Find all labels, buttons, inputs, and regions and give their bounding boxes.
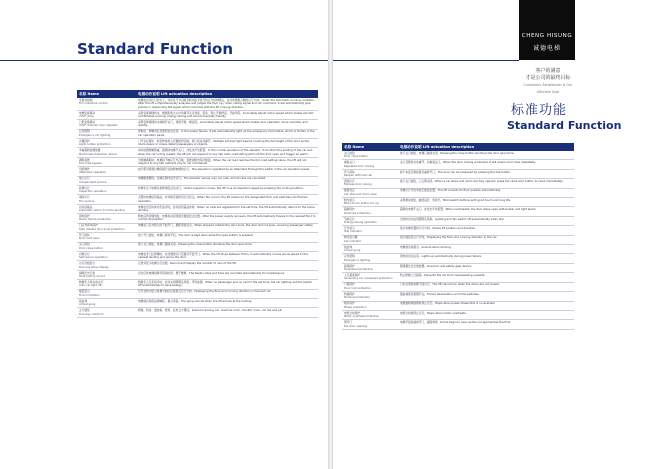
function-name <box>77 167 136 176</box>
function-description: 显示电梯位置和运行方向。Shows lift position and direction. <box>398 226 574 235</box>
function-name <box>77 129 136 138</box>
table-row <box>342 254 574 263</box>
brand-logo <box>519 0 575 60</box>
function-name <box>342 216 398 225</box>
table-row <box>77 280 318 289</box>
table-row <box>77 242 318 251</box>
table-row <box>77 298 318 307</box>
function-description: 实时检测轿厢载重，超载时电梯不关门，并发出声光报警。In the normal operation of the elevator, it monitors the loading of the car and when the car is fully loaded, the lift will not respond to any hall calls; overloading will hold the door open and trigger an alarm. <box>136 148 318 157</box>
table-header-row <box>342 143 574 151</box>
function-description: 防止轿厢上行超速。Prevents the car from overspeeding upwards. <box>398 273 574 282</box>
function-name <box>77 242 136 251</box>
function-name <box>342 188 398 197</box>
function-name <box>77 261 136 270</box>
function-name-en: Floor indication <box>79 292 100 297</box>
function-description: 停电时，轿厢内应急照明自动点亮。In the power failure, it will automatically light up the emergency illumination which is hidden in the car operation panel. <box>136 129 318 138</box>
function-name-zh: 应急照明 <box>79 129 90 134</box>
function-name-en: Door close button <box>79 245 103 250</box>
function-name-zh: 故障历史记录 <box>79 270 96 275</box>
function-name <box>77 270 136 279</box>
page-title-en: Standard Function <box>507 119 622 132</box>
table-row <box>77 120 318 129</box>
function-description: 电梯运行中自动校正楼层位置。The lift corrects its floor position automatically. <box>398 188 574 197</box>
function-name-zh: 光幕保护 <box>79 138 90 143</box>
function-description: 断电后再次通电时，电梯自动返回最近楼层校正位置。After the power supply recovers, the lift automatically travels to the nearest floor to correct its position. <box>136 214 318 223</box>
function-name <box>342 198 398 207</box>
function-name-zh: 自动返基站 <box>79 204 93 209</box>
function-name-en: Automatic return to home landing <box>79 208 125 213</box>
function-description: 按下本层召唤按钮可重新开门。The door can be reopened by pressing the hall button. <box>398 169 574 178</box>
table-row <box>342 320 574 329</box>
table-row <box>342 301 574 310</box>
function-description: 按下关门按钮，电梯门提前关闭。Pressing the close button shortens the door open time. <box>136 242 318 251</box>
function-description: 显示楼层及运行方向。Displaying the floor and running direction in the car. <box>398 235 574 244</box>
function-name-zh: 预开门 <box>344 320 353 325</box>
function-name-zh: 消防运行 <box>79 195 90 200</box>
slogan-line-2: 才是公司的最终目标 <box>525 75 571 81</box>
function-name-en: Door close button <box>344 154 368 159</box>
function-name <box>77 223 136 232</box>
function-description: 电梯脱离群控，仅响应轿内指令运行。The elevator serves only car calls, all hall calls are cancelled. <box>136 176 318 185</box>
function-name-zh: 门锁保护 <box>344 282 355 287</box>
function-name-en: Full collective control <box>79 101 108 106</box>
function-name-zh: 全集选控制 <box>79 97 93 102</box>
function-name-en: Terminal protection <box>344 295 370 300</box>
function-description: 当轿厢满载时，电梯将不响应厅外召唤，直驶到轿内指令楼层。When the car load reaches the full- load setting value, the lift will not respond to any hall calls but only to car commands. <box>136 157 318 166</box>
table-row <box>77 157 318 166</box>
table-row <box>342 273 574 282</box>
table-row <box>342 169 574 178</box>
function-description: 超载时电梯不关门，并发出声光报警。When overloaded, the door stays open with buzzer and light alarm. <box>398 207 574 216</box>
function-name <box>77 204 136 213</box>
slogan-line-1: 客户的满意 <box>535 68 561 74</box>
function-name <box>77 298 136 307</box>
function-name <box>77 195 136 204</box>
function-name <box>342 282 398 291</box>
slogan-small: Customers Satisfaction Is Our Ultimate Goal <box>523 83 573 94</box>
table-row <box>342 179 574 188</box>
function-name <box>77 308 136 317</box>
table-row <box>342 151 574 160</box>
table-row <box>77 148 318 157</box>
function-name <box>77 186 136 195</box>
function-description: 电源缺相或错相时停止运行。Stops when power phase fails or is reversed. <box>398 301 574 310</box>
function-name <box>77 110 136 119</box>
function-name-zh: 终端保护 <box>344 291 355 296</box>
table-row <box>77 98 318 110</box>
left-page <box>0 0 328 469</box>
function-name-zh: 超载保护 <box>344 207 355 212</box>
function-name-en: Stop outside door zone protection <box>79 226 125 231</box>
table-row <box>342 160 574 169</box>
function-name-en: Express door closing <box>344 182 372 187</box>
header-name: 名称 Name <box>77 90 136 98</box>
function-name <box>77 139 136 148</box>
logo-text-en: CHENG HISUNG <box>521 33 573 39</box>
function-description: 采用微动按钮，触感良好，寿命长。Microswitch buttons with good touch and long life. <box>398 198 574 207</box>
table-row <box>77 251 318 260</box>
function-description: 由专职司机通过操纵箱开关控制电梯的运行。The elevator is operated by an attendant through the switch in the car operation panel. <box>136 167 318 176</box>
function-name-en: Fault history record <box>79 273 105 278</box>
function-name-en: Inspection operation <box>79 189 107 194</box>
function-name-en: Auto car light off <box>79 283 102 288</box>
function-name <box>342 263 398 272</box>
table-row <box>342 282 574 291</box>
function-name-zh: 五方通话 <box>79 308 90 313</box>
table-row <box>77 176 318 185</box>
table-row <box>77 204 318 213</box>
function-name-zh: 关门按钮 <box>79 242 90 247</box>
logo-text-zh: 诚德电梯 <box>532 45 561 52</box>
table-row <box>342 310 574 319</box>
function-name-en: Fire service <box>79 198 95 203</box>
table-row <box>342 207 574 216</box>
title-rule <box>0 60 328 61</box>
function-name-en: Door hold open <box>79 236 100 241</box>
function-name <box>342 169 398 178</box>
table-header-row <box>77 90 318 98</box>
function-description: 电梯到达时提示。Sounds when arriving. <box>398 245 574 254</box>
table-row <box>342 235 574 244</box>
function-description: 按下开门按钮，电梯门保持开启。The door is kept open while the open button is pressed. <box>136 233 318 242</box>
table-row <box>77 233 318 242</box>
function-name <box>342 254 398 263</box>
table-row <box>342 263 574 272</box>
table-row <box>342 216 574 225</box>
function-description: 采用变频调速技术，根据负载大小自动调节运行速度，起动、停止平稳舒适，节能环保。Accurately adjust motor speed which makes smooth comfortable running, energy saving and environmentally friendly. <box>136 110 318 119</box>
function-name-zh: 超速保护 <box>344 263 355 268</box>
function-name-en: Hall indicator <box>344 229 362 234</box>
function-name-zh: 上行超速保护 <box>344 273 361 278</box>
function-name-zh: 应急照明 <box>344 254 355 259</box>
function-description: 检修状态下电梯以检修速度点动运行。Under inspection mode, the lift runs at inspection speed by pressing the inching buttons. <box>136 186 318 195</box>
function-description: 门未关闭时电梯不能运行。The lift cannot run when the doors are not closed. <box>398 282 574 291</box>
function-name <box>77 251 136 260</box>
function-name-zh: 重复关门 <box>344 160 355 165</box>
function-name-zh: 多重超载检测装置 <box>79 148 101 153</box>
function-name <box>77 280 136 289</box>
table-body <box>342 151 574 329</box>
function-name-zh: 相序保护 <box>344 301 355 306</box>
function-name-en: Self-rescue operation <box>79 255 108 260</box>
function-name <box>342 301 398 310</box>
function-name <box>77 233 136 242</box>
function-name <box>342 179 398 188</box>
function-name <box>342 320 398 329</box>
function-name <box>77 289 136 298</box>
function-name-en: Light curtain protection <box>79 142 111 147</box>
function-name-en: Independent service <box>79 179 107 184</box>
function-name <box>342 245 398 254</box>
function-name-en: Multi-loads detection device <box>79 151 117 156</box>
function-description: 按下关门按钮，门立即关闭。When a car stops and doors are fully opened, press the close door button to close immediately. <box>398 179 574 188</box>
function-name-zh: 停电保护 <box>79 214 90 219</box>
function-name-en: Door lock protection <box>344 285 372 290</box>
function-name-zh: 开门保持 <box>79 232 90 237</box>
function-name-en: Power failure protection <box>79 217 112 222</box>
function-name-zh: 司机操作 <box>79 167 90 172</box>
function-description: 火警时电梯返回基站，并切换至消防员运行状态。When fire occurs, the lift returns to the designated floor and switches into firemen operation. <box>136 195 318 204</box>
function-description: 电梯平层时提前开门，提高效率。Doors begin to open as the car approaches the floor. <box>398 320 574 329</box>
table-row <box>342 245 574 254</box>
function-name <box>342 310 398 319</box>
table-row <box>77 223 318 232</box>
table-row <box>77 139 318 148</box>
function-description: 按下关门按钮，电梯门提前关闭。Pressing the close button shortens the door open time. <box>398 151 574 160</box>
function-name-en: Emergency car lighting <box>79 132 111 137</box>
function-description: 停电时自动点亮。Lights up automatically during power failure. <box>398 254 574 263</box>
function-description: 记录并显示电梯运行次数。Record and display the number of runs of the lift. <box>136 261 318 270</box>
table-row <box>77 186 318 195</box>
function-name-en: Attendant operation <box>79 170 107 175</box>
function-name-zh: 到站钟 <box>344 244 353 249</box>
table-row <box>342 292 574 301</box>
function-name-en: Motor overheat protection <box>344 314 380 319</box>
function-name <box>77 120 136 129</box>
table-body <box>77 98 318 317</box>
function-name-zh: 直驶运行 <box>344 179 355 184</box>
function-name-zh: 电机过热保护 <box>344 310 361 315</box>
function-name-en: Micro-touch button for car <box>344 201 380 206</box>
title-rule <box>333 60 519 61</box>
table-row <box>77 129 318 138</box>
table-row <box>77 110 318 119</box>
function-name-en: VVVF drive <box>79 114 94 119</box>
function-name <box>342 207 398 216</box>
function-description: 电梯在设定时间内无指令时，自动返回基站待命。When no calls are registered for the set time, the lift automatically returns to the home landing. <box>136 204 318 213</box>
function-name-zh: 楼层显示 <box>79 289 90 294</box>
function-name-zh: 轿内显示器 <box>344 235 358 240</box>
table-row <box>342 226 574 235</box>
function-name-zh: 轿内显示 <box>344 197 355 202</box>
right-page <box>333 0 660 469</box>
function-name-en: Five-way intercom <box>79 311 104 316</box>
function-name <box>77 157 136 166</box>
page-title-zh: 标准功能 <box>511 103 568 118</box>
function-description: 电梯到达时报站钟响起，提示乘客。The gong sounds when the lift arrives at the landing. <box>136 298 318 307</box>
function-name-zh: 门区外停车保护 <box>79 223 98 228</box>
function-name <box>77 176 136 185</box>
function-description: 轿厢、机房、监控室、轿顶、底坑五方通话。Intercom among car, machine room, monitor room, car top and pit. <box>136 308 318 317</box>
table-row <box>77 167 318 176</box>
function-description: 电梯在门区外停止时不能开门，确保乘客安全。When stopped outside the door zone, the door will not open, ensuring passenger safety. <box>136 223 318 232</box>
function-description: 厅外及轿内显示电梯当前所在楼层及运行方向。Displaying the floor and running direction in hall and car. <box>136 289 318 298</box>
function-name-en: Car stop and doors open <box>344 191 378 196</box>
function-description: 关门受阻时自动重开，并重复关门。When the door closing is blocked, it will reopen and close repeatedly. <box>398 160 574 169</box>
function-description: 强迫减速及极限开关。Forced deceleration and limit switches. <box>398 292 574 301</box>
slogan <box>522 68 574 96</box>
function-name-zh: 门机变频驱动 <box>79 120 96 125</box>
function-name-en: VVVF drive for door operator <box>79 123 118 128</box>
function-name-zh: 关门按钮 <box>344 150 355 155</box>
table-row <box>77 195 318 204</box>
table-row <box>342 198 574 207</box>
table-row <box>77 308 318 317</box>
function-name-zh: 自救运行 <box>79 251 90 256</box>
function-name-zh: 满载直驶 <box>79 157 90 162</box>
header-description: 电梯动作说明 Lift actuation description <box>136 90 318 98</box>
function-name-en: Pre-door opening <box>344 323 368 328</box>
function-name <box>77 98 136 110</box>
function-description: 门开关过程中，如有物体进入光幕保护区域，轿门将自动重开。Multiple infrared light beams covering the full height of the door as the doors opens or closes detect passengers or objects. <box>136 139 318 148</box>
function-name <box>342 151 398 160</box>
function-name-zh: 运行次数显示 <box>79 261 96 266</box>
function-description: 空闲时自动关闭照明及风扇。Lighting and fan switch off automatically when idle. <box>398 216 574 225</box>
function-name-en: Arrival gong <box>344 248 361 253</box>
function-name-en: Running times display <box>79 264 109 269</box>
function-name <box>77 148 136 157</box>
function-description: 电机过热时停止运行。Stops when motor overheats. <box>398 310 574 319</box>
function-name-zh: 节能运行 <box>344 216 355 221</box>
function-name-zh: 电梯变频驱动 <box>79 110 96 115</box>
function-name-zh: 厅外显示 <box>344 226 355 231</box>
function-description: 电梯在自动运行状态下，对所有厅外召唤及轿内指令进行综合分析判断后，自动选择最合理的运行方向。Under the automatic running condition, after the lift comprehensively analyses and judges the floor up / down calling signal and car command, it will automatically give priority in responding the signal which coincides with the lift running direction. <box>136 98 318 110</box>
function-name-en: Reopen with hall call <box>344 173 372 178</box>
table-row <box>77 270 318 279</box>
table-row <box>77 289 318 298</box>
function-table-left <box>77 90 318 318</box>
function-name <box>342 160 398 169</box>
function-name-en: Repeated door closing <box>344 163 375 168</box>
table-row <box>77 261 318 270</box>
function-name-zh: 检修运行 <box>79 185 90 190</box>
function-name-en: Phase protection <box>344 304 367 309</box>
function-name-en: Full- load bypass <box>79 161 102 166</box>
function-description: 采用变频调速技术控制开关门，速度平稳、噪音低。Accurately adjust motor speed which makes door operation move smoothly and quietly. <box>136 120 318 129</box>
function-name-en: Energy-saving operation <box>344 220 377 225</box>
function-name-en: Arrival gong <box>79 302 96 307</box>
function-name-en: Ascending car overspeed protection <box>344 276 393 281</box>
header-description: 电梯动作说明 Lift actuation description <box>398 143 574 151</box>
function-description: 轿厢无人且无指令时，自动关闭照明及风扇，节约能源。When no passenger and no call for the set time, the car lighting and fan switch off automatically to save energy. <box>136 280 318 289</box>
table-row <box>342 188 574 197</box>
function-name-zh: 报站钟 <box>79 298 88 303</box>
function-name-en: Car indicator <box>344 238 362 243</box>
function-name-en: Overspeed protection <box>344 267 374 272</box>
function-name <box>342 273 398 282</box>
function-name-en: Overload protection <box>344 210 371 215</box>
function-description: 电梯在非门区停梯时，自动慢速运行至最近平层开门。When the lift stops between floors, it automatically moves at low speed to the nearest landing and opens the door. <box>136 251 318 260</box>
function-name-zh: 独立运行 <box>79 176 90 181</box>
function-name <box>342 292 398 301</box>
header-name: 名称 Name <box>342 143 398 151</box>
function-name-zh: 轿厢无人时自动关灯 <box>79 279 104 284</box>
function-name <box>342 235 398 244</box>
function-description: 限速器及安全钳装置。Governor and safety gear device. <box>398 263 574 272</box>
function-name <box>77 214 136 223</box>
function-description: 自动记录电梯故障代码和时间，便于维修。The faults codes and time are recorded automatically for maintenance. <box>136 270 318 279</box>
function-name-zh: 开门保持 <box>344 169 355 174</box>
table-row <box>77 214 318 223</box>
function-name-en: Emergency lighting <box>344 257 371 262</box>
function-table-right <box>342 143 574 330</box>
function-name <box>342 226 398 235</box>
page-title: Standard Function <box>77 40 234 58</box>
function-name-zh: 楼层校正 <box>344 188 355 193</box>
